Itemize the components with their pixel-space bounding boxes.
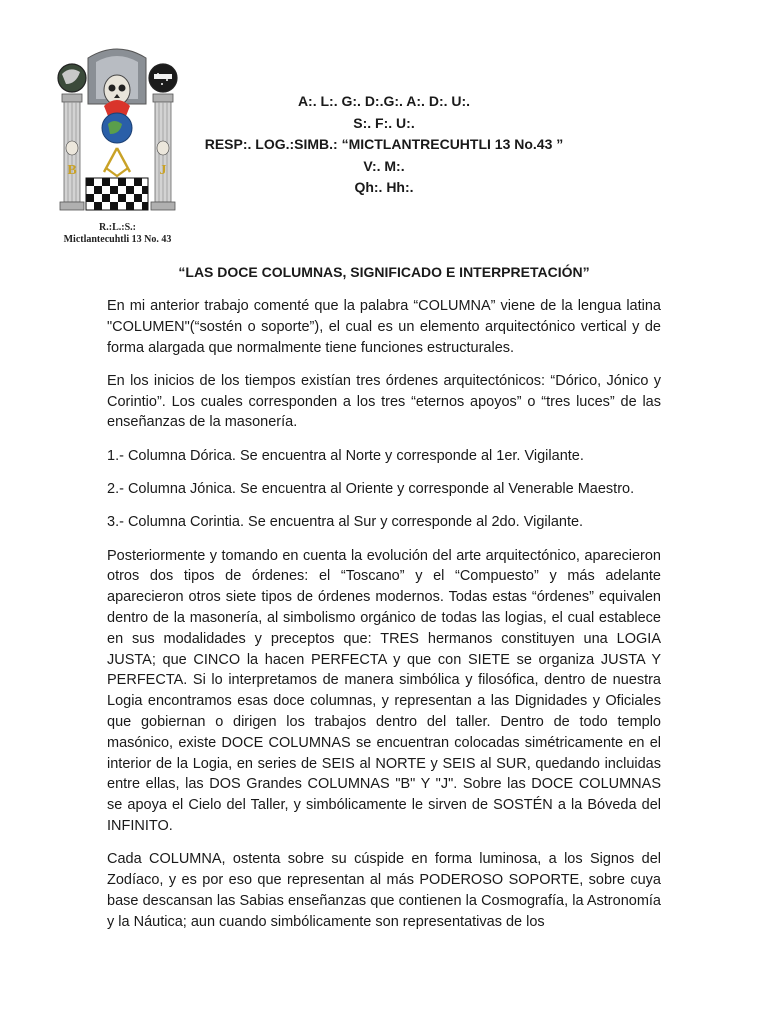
paragraph: En mi anterior trabajo comenté que la palabra “COLUMNA” viene de la lengua latina "COLUMEN"(“sostén o soporte”), el cual es un elemento arquitectónico vertical y de forma alargada que normalmente tiene funciones estructurales. [107, 298, 661, 356]
header-line-3: RESP:. LOG.:SIMB.: “MICTLANTRECUHTLI 13 No.43 ” [204, 136, 564, 152]
paragraph: Cada COLUMNA, ostenta sobre su cúspide en forma luminosa, a los Signos del Zodíaco, y es por eso que representan al más PODEROSO SOPORTE, sobre cuya base descansan las Sabias enseñanzas que contienen la Cosmografía, la Astronomía y la Náutica; aun cuando simbólicamente son representativas de los [107, 851, 661, 930]
paragraph: Posteriormente y tomando en cuenta la evolución del arte arquitectónico, aparecieron otros dos tipos de órdenes: el “Toscano” y el “Compuesto” y más adelante aparecieron otros siete tipos de órdenes modernos. Todas estas “órdenes” equivalen dentro de la masonería, al simbolismo orgánico de todas las logias, el cual establece en sus modalidades y preceptos que: TRES hermanos constituyen una LOGIA JUSTA; que CINCO la hacen PERFECTA y que con SIETE se organiza JUSTA Y PERFECTA. Si lo interpretamos de manera simbólica y filosófica, dentro de nuestra Logia encontramos esas doce columnas, y representan a las Dignidades y Oficiales que gobiernan o dirigen los trabajos dentro del taller. Dentro de todo templo masónico, existe DOCE COLUMNAS se encuentran colocadas simétricamente en el interior de la Logia, en series de SEIS al NORTE y SEIS al SUR, quedando incluidas entre ellas, las DOS Grandes COLUMNAS "B" Y "J". Sobre las DOCE COLUMNAS se apoya el Cielo del Taller, y simbólicamente le sirven de SOSTÉN a la Bóveda del INFINITO. [107, 547, 661, 835]
list-item: 1.- Columna Dórica. Se encuentra al Norte y corresponde al 1er. Vigilante. [107, 447, 584, 464]
letter-b: B [67, 163, 77, 178]
letterhead [160, 91, 608, 199]
header-line-4: V:. M:. [363, 157, 405, 174]
document-title: “LAS DOCE COLUMNAS, SIGNIFICADO E INTERPRETACIÓN” [178, 264, 590, 280]
logo-caption-lodge: R.:L.:S.: [99, 222, 136, 233]
header-line-5: Qh:. Hh:. [354, 179, 414, 195]
document-body [107, 296, 661, 945]
list-item: 3.- Columna Corintia. Se encuentra al Sur y corresponde al 2do. Vigilante. [107, 514, 584, 531]
list-item: 2.- Columna Jónica. Se encuentra al Oriente y corresponde al Venerable Maestro. [107, 481, 635, 498]
header-line-1: A:. L:. G:. D:.G:. A:. D:. U:. [297, 93, 471, 109]
header-line-2: S:. F:. U:. [353, 114, 415, 131]
letter-j: J [159, 163, 167, 178]
paragraph: En los inicios de los tiempos existían tres órdenes arquitectónicos: “Dórico, Jónico y Corintio”. Los cuales corresponden a los tres “eternos apoyos” o “tres luces” de las enseñanzas de la masonería. [107, 372, 661, 431]
logo-caption-name: Mictlantecuhtli 13 No. 43 [63, 234, 172, 245]
